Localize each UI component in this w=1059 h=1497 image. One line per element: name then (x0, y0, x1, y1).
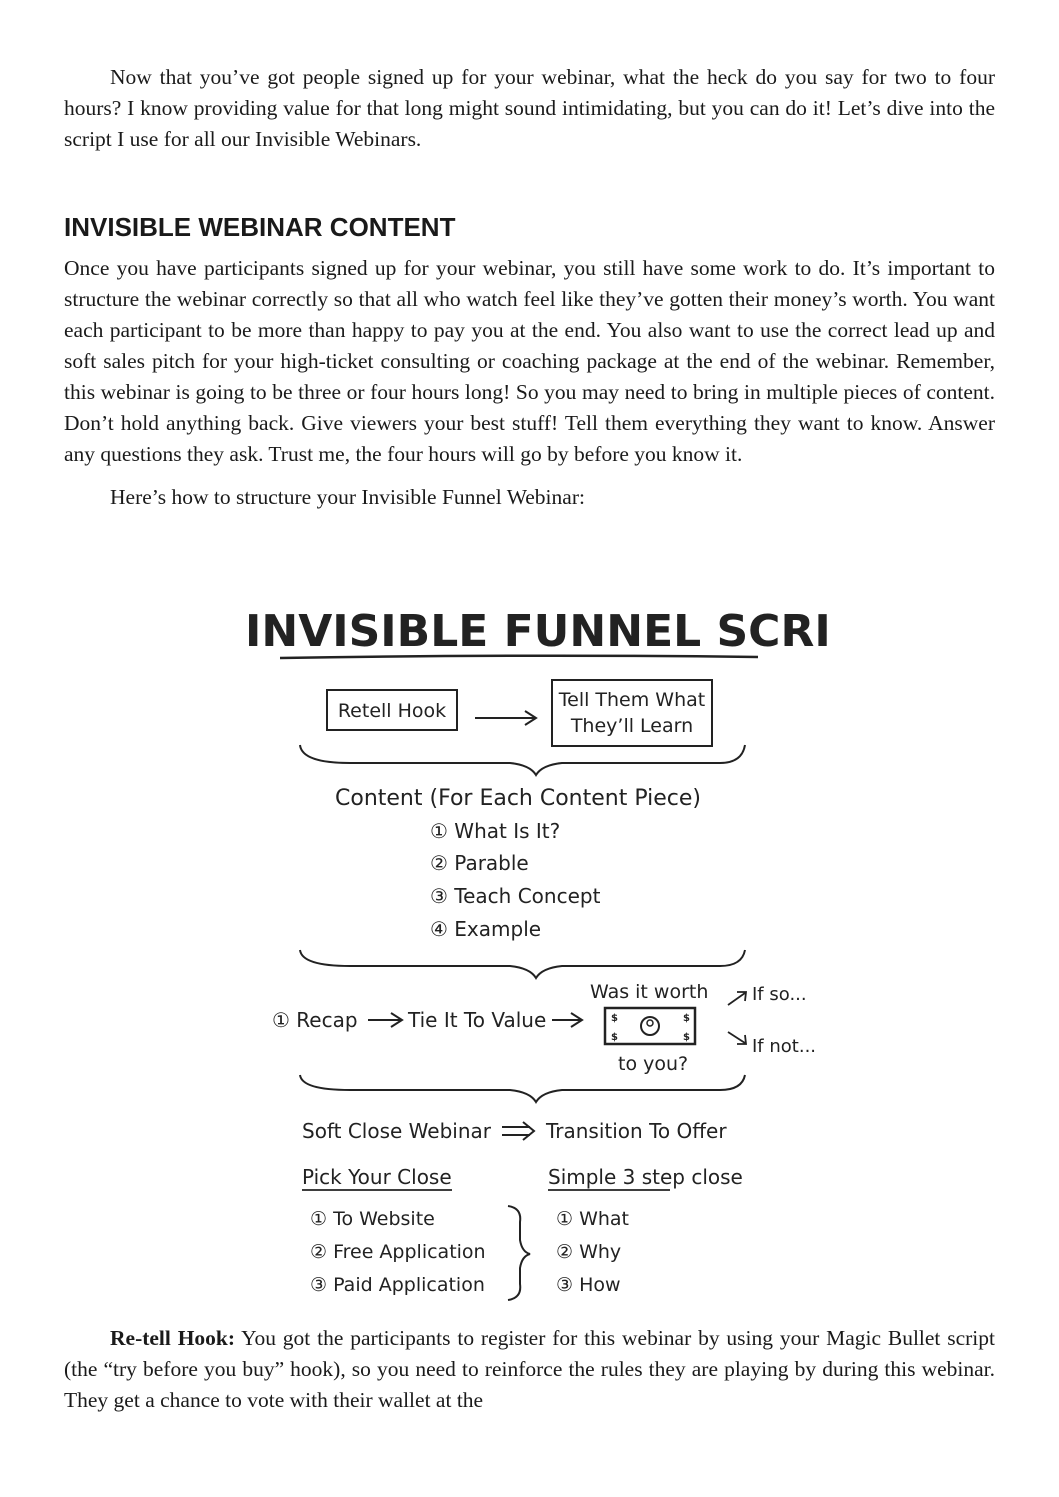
double-arrow-icon (502, 1122, 534, 1140)
brace-icon (300, 950, 745, 978)
svg-text:$: $ (683, 1032, 690, 1043)
recap-label: ① Recap (272, 1008, 358, 1032)
if-not-label: If not... (752, 1036, 817, 1057)
svg-text:$: $ (611, 1032, 618, 1043)
worth-top-label: Was it worth (590, 981, 709, 1003)
closing-section (64, 1323, 995, 1416)
title-underline (280, 656, 758, 658)
brace-icon (300, 745, 745, 775)
dollar-bill-icon (605, 1008, 695, 1044)
intro-paragraph: Now that you’ve got people signed up for your webinar, what the heck do you say for two to four hours? I know providing value for that long might sound intimidating, but you can do it! Let’s dive into the script I use for all our Invisible Webinars. (64, 65, 995, 151)
if-so-label: If so... (752, 984, 807, 1005)
lead-in-paragraph: Here’s how to structure your Invisible Funnel Webinar: (110, 485, 585, 509)
pick-close-item-2: ② Free Application (310, 1241, 486, 1263)
content-heading: Content (For Each Content Piece) (335, 786, 701, 811)
tie-value-label: Tie It To Value (408, 1008, 547, 1032)
invisible-funnel-script-diagram (240, 600, 830, 1310)
svg-text:$: $ (611, 1013, 618, 1024)
arrow-up-icon (728, 992, 746, 1005)
section-paragraph: Once you have participants signed up for your webinar, you still have some work to do. It’s important to structure the webinar correctly so that all who watch feel like they’ve gotten their money’s worth. You want each participant to be more than happy to pay you at the end. You also want to use the correct lead up and soft sales pitch for your high-ticket consulting or coaching package at the end of the webinar. Remember, this webinar is going to be three or four hours long! So you may need to bring in multiple pieces of content. Don’t hold anything back. Give viewers your best stuff! Tell them everything they want to know. Answer any questions they ask. Trust me, the four hours will go by before you know it. (64, 256, 995, 466)
content-item-2: ② Parable (430, 851, 529, 875)
soft-close-label: Soft Close Webinar (302, 1119, 491, 1143)
arrow-icon (368, 1013, 402, 1027)
curly-brace-icon (508, 1206, 530, 1300)
transition-label: Transition To Offer (546, 1119, 727, 1143)
closing-text: You got the participants to register for this webinar by using your Magic Bullet script (the “try before you buy” hook), so you need to reinforce the rules they are playing by during this webinar. They get a chance to vote with their wallet at the (64, 1326, 996, 1412)
retell-hook-label: Retell Hook (337, 700, 447, 722)
pick-close-item-3: ③ Paid Application (310, 1274, 485, 1296)
simple-close-heading: Simple 3 step close (548, 1165, 743, 1189)
content-item-4: ④ Example (430, 917, 542, 941)
svg-text:$: $ (683, 1013, 690, 1024)
section-heading: INVISIBLE WEBINAR CONTENT (64, 212, 456, 242)
arrow-icon (475, 711, 536, 725)
simple-close-item-1: ① What (556, 1208, 629, 1230)
closing-paragraph (64, 1323, 995, 1416)
simple-close-item-2: ② Why (556, 1241, 622, 1263)
retell-hook-lead: Re-tell Hook: (110, 1326, 236, 1350)
worth-bottom-label: to you? (618, 1053, 689, 1075)
diagram-title: INVISIBLE FUNNEL SCRIPT (245, 606, 830, 657)
arrow-icon (552, 1013, 582, 1027)
brace-icon (300, 1075, 745, 1102)
content-item-1: ① What Is It? (430, 819, 561, 843)
pick-close-heading: Pick Your Close (302, 1165, 452, 1189)
arrow-down-icon (728, 1032, 746, 1044)
page-content (64, 62, 995, 513)
simple-close-item-3: ③ How (556, 1274, 621, 1296)
pick-close-item-1: ① To Website (310, 1208, 435, 1230)
tell-them-line1: Tell Them What (558, 689, 706, 711)
content-item-3: ③ Teach Concept (430, 884, 601, 908)
tell-them-line2: They’ll Learn (570, 715, 694, 737)
